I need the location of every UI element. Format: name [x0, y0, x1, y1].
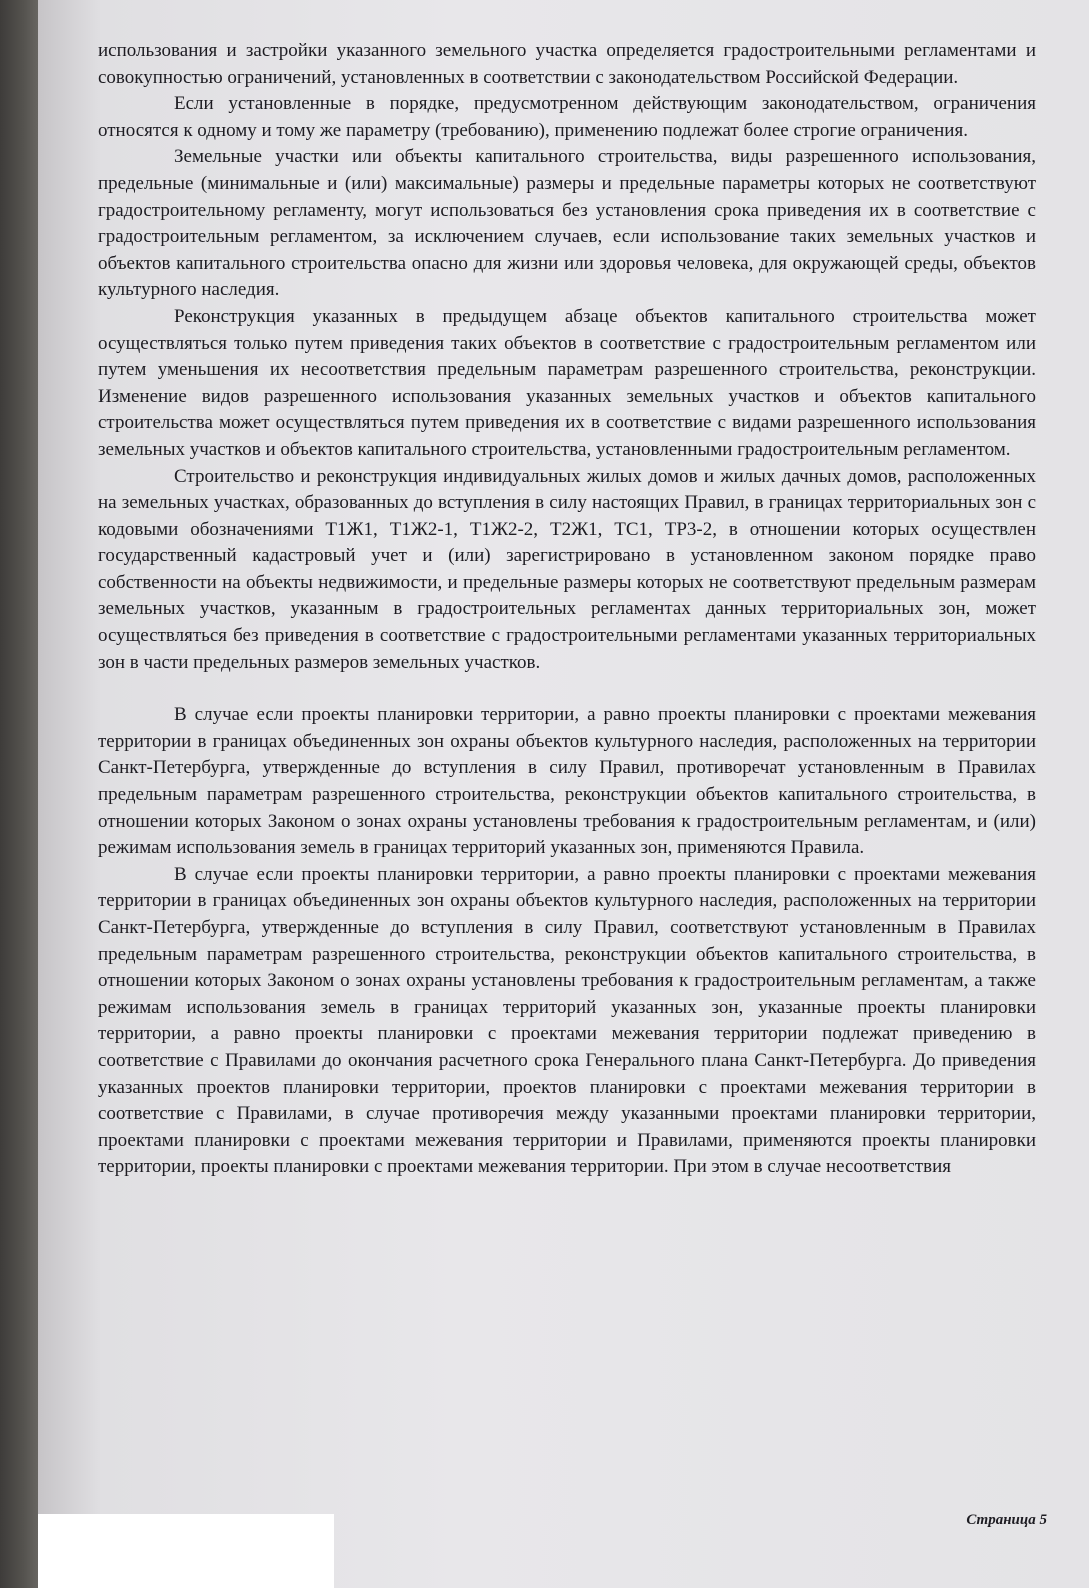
paragraph-individual-houses: Строительство и реконструкция индивидуальных жилых домов и жилых дачных домов, расположенных на земельных участках, образованных до вступления в силу настоящих Правил, в границах территориальных зон с кодовыми обозначениями Т1Ж1, Т1Ж2-1, Т1Ж2-2, Т2Ж1, ТС1, ТР3-2, в отношении которых осуществлен государственный кадастровый учет и (или) зарегистрировано в установленном законом порядке право собственности на объекты недвижимости, и предельные размеры которых не соответствуют предельным размерам земельных участков, указанным в градостроительных регламентах данных территориальных зон, может осуществляться без приведения в соответствие с градостроительными регламентами указанных территориальных зон в части предельных размеров земельных участков.	[98, 465, 1036, 673]
paragraph-strict-limits: Если установленные в порядке, предусмотренном действующим законодательством, ограничения относятся к одному и тому же параметру (требованию), применению подлежат более строгие ограничения.	[98, 93, 1036, 141]
redaction-box	[38, 1514, 334, 1588]
paragraph-nonconforming-use: Земельные участки или объекты капитального строительства, виды разрешенного использования, предельные (минимальные и (или) максимальные) размеры и предельные параметры которых не соответствуют градостроительному регламенту, могут использоваться без установления срока приведения их в соответствие с градостроительным регламентом, за исключением случаев, если использование таких земельных участков и объектов капитального строительства опасно для жизни или здоровья человека, для окружающей среды, объектов культурного наследия.	[98, 146, 1036, 301]
document-body	[98, 38, 1036, 1181]
document-page	[38, 0, 1089, 1588]
paragraph-reconstruction: Реконструкция указанных в предыдущем абзаце объектов капитального строительства может осуществляться только путем приведения таких объектов в соответствие с градостроительным регламентом или путем уменьшения их несоответствия предельным параметрам разрешенного строительства, реконструкции. Изменение видов разрешенного использования указанных земельных участков и объектов капитального строительства может осуществляться путем приведения их в соответствие с видами разрешенного использования земельных участков и объектов капитального строительства, установленными градостроительным регламентом.	[98, 305, 1036, 460]
paragraph-planning-contradiction: В случае если проекты планировки территории, а равно проекты планировки с проектами межевания территории в границах объединенных зон охраны объектов культурного наследия, расположенных на территории Санкт-Петербурга, утвержденные до вступления в силу Правил, противоречат установленным в Правилах предельным параметрам разрешенного строительства, реконструкции объектов капитального строительства, в отношении которых Законом о зонах охраны установлены требования к градостроительным регламентам, и (или) режимам использования земель в границах территорий указанных зон, применяются Правила.	[98, 704, 1036, 859]
paragraph-continuation: использования и застройки указанного земельного участка определяется градостроительными регламентами и совокупностью ограничений, установленных в соответствии с законодательством Российской Федерации.	[98, 40, 1036, 88]
paragraph-planning-conformity: В случае если проекты планировки территории, а равно проекты планировки с проектами межевания территории в границах объединенных зон охраны объектов культурного наследия, расположенных на территории Санкт-Петербурга, утвержденные до вступления в силу Правил, соответствуют установленным в Правилах предельным параметрам разрешенного строительства, реконструкции объектов капитального строительства, в отношении которых Законом о зонах охраны установлены требования к градостроительным регламентам, а также режимам использования земель в границах территорий указанных зон, указанные проекты планировки территории, а равно проекты планировки с проектами межевания территории подлежат приведению в соответствие с Правилами до окончания расчетного срока Генерального плана Санкт-Петербурга. До приведения указанных проектов планировки территории, проектов планировки с проектами межевания территории в соответствие с Правилами, в случае противоречия между указанными проектами планировки территории, проектами планировки с проектами межевания территории и Правилами, применяются проекты планировки территории, проекты планировки с проектами межевания территории. При этом в случае несоответствия	[98, 863, 1036, 1178]
binding-shadow	[0, 0, 40, 1588]
page-number: Страница 5	[966, 1512, 1047, 1528]
